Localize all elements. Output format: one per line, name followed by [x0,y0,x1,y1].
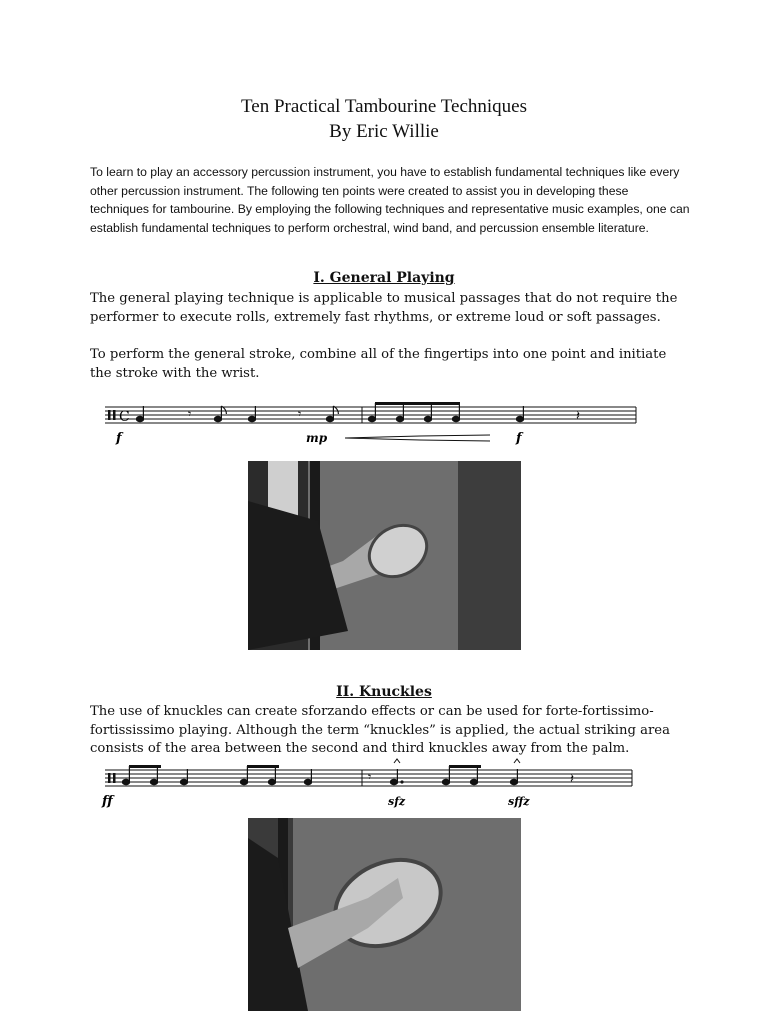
svg-text:𝄾: 𝄾 [368,770,372,784]
title-line-2: By Eric Willie [329,121,439,142]
section-heading-general-playing: I. General Playing [313,270,455,286]
tambourine-photo-icon [248,818,521,1011]
section-heading-knuckles: II. Knuckles [336,684,432,700]
dynamic-marking: f [116,431,122,446]
music-staff-knuckles [100,758,640,818]
music-staff-general-playing [100,395,640,455]
dynamic-marking: mp [306,431,328,445]
knuckles-paragraph: The use of knuckles can create sforzando effects or can be used for forte-fortissimo-fortississimo playing. Although the term “knuckles” is applied, the actual striking area consists of the area between the second and third knuckles away from the palm. [90,704,670,756]
title-line-1: Ten Practical Tambourine Techniques [240,96,528,117]
general-playing-paragraph-2: To perform the general stroke, combine all of the fingertips into one point and initiate the stroke with the wrist. [90,347,667,381]
svg-text:𝄾: 𝄾 [188,407,192,421]
dynamic-marking: sfz [388,795,406,808]
photo-general-playing [248,461,521,650]
general-playing-paragraph-1: The general playing technique is applicable to musical passages that do not require the performer to execute rolls, extremely fast rhythms, or extreme loud or soft passages. [90,291,678,325]
svg-text:𝄽: 𝄽 [576,409,580,424]
document-title [0,94,768,144]
dynamic-marking: sffz [508,795,530,808]
svg-text:𝄽: 𝄽 [570,772,574,787]
crescendo-hairpin [345,435,490,441]
tambourine-photo-icon [248,461,521,650]
dynamic-marking: f [516,431,522,446]
svg-text:𝄾: 𝄾 [298,407,302,421]
common-time-icon: C [119,409,130,425]
intro-paragraph: To learn to play an accessory percussion instrument, you have to establish fundamental techniques like every other percussion instrument. The following ten points were created to assist you in developing these techniques for tambourine. By employing the following techniques and representative music examples, one can establish fundamental techniques to perform orchestral, wind band, and percussion ensemble literature. [90,165,690,235]
photo-knuckles [248,818,521,1011]
dynamic-marking: ff [102,794,113,809]
